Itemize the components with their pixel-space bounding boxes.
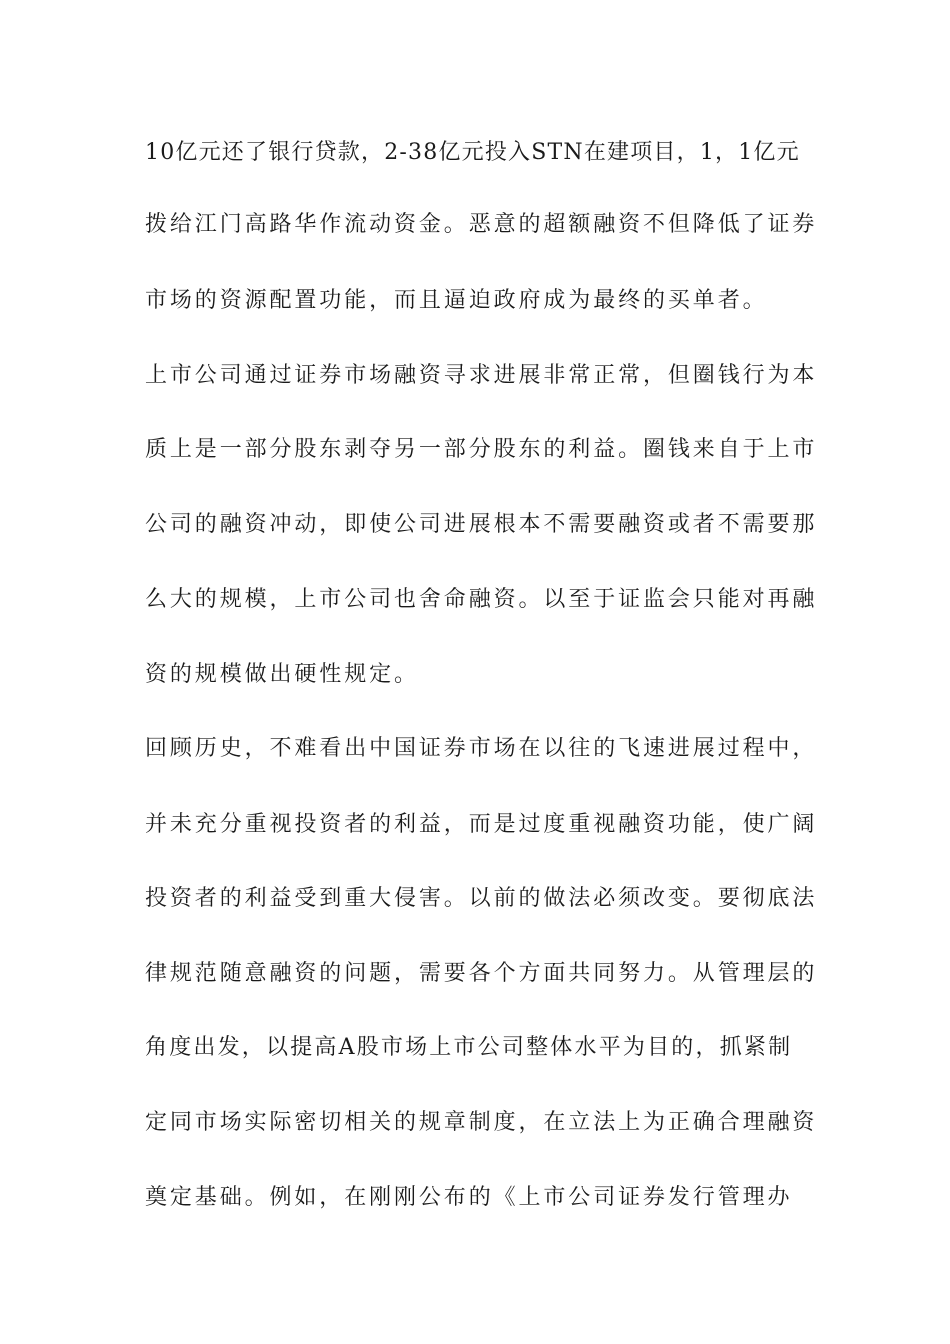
text-line: 公司的融资冲动，即使公司进展根本不需要融资或者不需要那	[145, 512, 818, 537]
text-line: 质上是一部分股东剥夺另一部分股东的利益。圈钱来自于上市	[145, 437, 818, 462]
text-line: 上市公司通过证券市场融资寻求进展非常正常，但圈钱行为本	[145, 363, 818, 388]
text-line: 奠定基础。例如，在刚刚公布的《上市公司证券发行管理办	[145, 1185, 793, 1210]
text-line: 律规范随意融资的问题，需要各个方面共同努力。从管理层的	[145, 961, 818, 986]
text-line: 并未充分重视投资者的利益，而是过度重视融资功能，使广阔	[145, 812, 818, 837]
text-line: 资的规模做出硬性规定。	[145, 662, 419, 687]
text-line: 拨给江门高路华作流动资金。恶意的超额融资不但降低了证券	[145, 212, 818, 237]
text-line: 么大的规模，上市公司也舍命融资。以至于证监会只能对再融	[145, 587, 818, 612]
text-line: 市场的资源配置功能，而且逼迫政府成为最终的买单者。	[145, 288, 768, 313]
text-line: 定同市场实际密切相关的规章制度，在立法上为正确合理融资	[145, 1110, 818, 1135]
text-line: 角度出发，以提高A股市场上市公司整体水平为目的，抓紧制	[145, 1035, 793, 1060]
text-line: 投资者的利益受到重大侵害。以前的做法必须改变。要彻底法	[145, 886, 818, 911]
text-line: 回顾历史，不难看出中国证券市场在以往的飞速进展过程中，	[145, 736, 818, 761]
text-line: 10亿元还了银行贷款，2-38亿元投入STN在建项目，1，1亿元	[145, 140, 800, 165]
